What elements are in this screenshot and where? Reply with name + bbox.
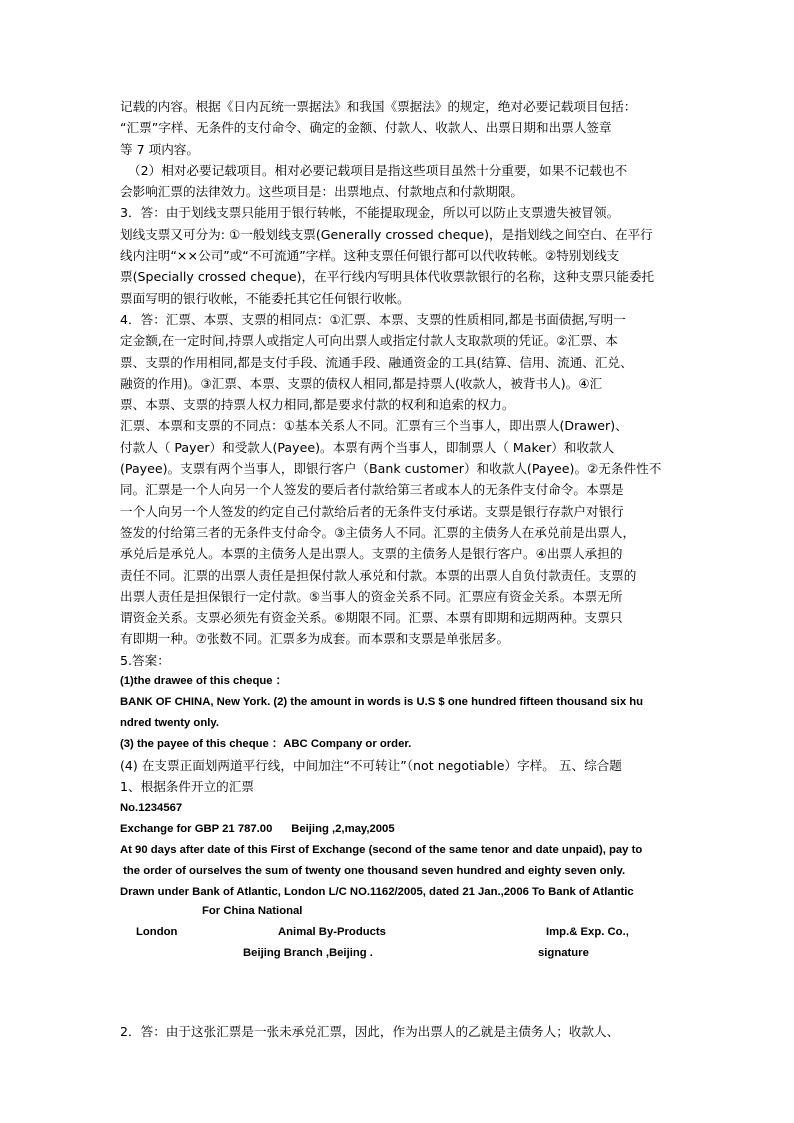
text-line: 汇票、本票和支票的不同点：①基本关系人不同。汇票有三个当事人，即出票人(Drawer)、 — [120, 418, 628, 434]
text-line: 签发的付给第三者的无条件支付命令。③主债务人不同。汇票的主债务人在承兑前是出票人， — [120, 524, 636, 540]
text-line: “汇票”字样、无条件的支付命令、确定的金额、付款人、收款人、出票日期和出票人签章 — [120, 120, 612, 136]
text-line: 1、根据条件开立的汇票 — [120, 779, 254, 795]
drawee-city: London — [136, 925, 178, 938]
text-line: 会影响汇票的法律效力。这些项目是：出票地点、付款地点和付款期限。 — [120, 184, 523, 200]
text-line: 3．答：由于划线支票只能用于银行转帐，不能提取现金，所以可以防止支票遗失被冒领。 — [120, 205, 620, 221]
text-line: 同。汇票是一个人向另一个人签发的要后者付款给第三者或本人的无条件支付命令。本票是 — [120, 482, 624, 498]
text-line: 有即期一种。⑦张数不同。汇票多为成套。而本票和支票是单张居多。 — [120, 631, 510, 647]
text-line: 等 7 项内容。 — [120, 141, 199, 157]
text-line: 一个人向另一个人签发的约定自己付款给后者的无条件支付承诺。支票是银行存款户对银行 — [120, 503, 624, 519]
text-line: 承兑后是承兑人。本票的主债务人是出票人。支票的主债务人是银行客户。④出票人承担的 — [120, 546, 623, 562]
drawer-name-line-2: Animal By-Products — [278, 925, 386, 938]
drawer-name-line-1: For China National — [202, 904, 303, 917]
drawer-branch: Beijing Branch ,Beijing . — [243, 946, 373, 959]
text-line: 票、本票、支票的持票人权力相同,都是要求付款的权利和追索的权力。 — [120, 397, 515, 413]
text-line: (3) the payee of this cheque ：ABC Company or order. — [120, 738, 412, 751]
text-line: Exchange for GBP 21 787.00 Beijing ,2,may,2005 — [120, 822, 395, 835]
blank-space — [120, 967, 676, 1021]
text-line: the order of ourselves the sum of twenty one thousand seven hundred and eighty seven only. — [120, 864, 626, 877]
text-line: （2）相对必要记载项目。相对必要记载项目是指这些项目虽然十分重要，如果不记载也不 — [128, 162, 628, 178]
text-line: 谓资金关系。支票必须先有资金关系。⑥期限不同。汇票、本票有即期和远期两种。支票只 — [120, 610, 623, 626]
text-line: 记载的内容。根据《日内瓦统一票据法》和我国《票据法》的规定，绝对必要记载项目包括： — [120, 99, 637, 114]
text-line: 融资的作用)。③汇票、本票、支票的债权人相同,都是持票人(收款人，被背书人)。④汇 — [120, 375, 603, 391]
text-line: 责任不同。汇票的出票人责任是担保付款人承兑和付款。本票的出票人自负付款责任。支票的 — [120, 567, 637, 583]
text-line: BANK OF CHINA, New York. (2) the amount in words is U.S $ one hundred fifteen thousand six hu — [120, 696, 644, 709]
text-line: 5.答案： — [120, 652, 170, 668]
text-line: 2．答：由于这张汇票是一张未承兑汇票，因此，作为出票人的乙就是主债务人；收款人、 — [120, 1023, 620, 1039]
text-line: No.1234567 — [120, 801, 183, 814]
drawer-name-line-3: Imp.& Exp. Co., — [546, 925, 629, 938]
text-line: 票、支票的作用相同,都是支付手段、流通手段、融通资金的工具(结算、信用、流通、汇兑、 — [120, 354, 633, 370]
text-line: 票(Specially crossed cheque)，在平行线内写明具体代收票款银行的名称，这种支票只能委托 — [120, 269, 655, 285]
text-line: (Payee)。支票有两个当事人，即银行客户（Bank customer）和收款人(Payee)。②无条件性不 — [120, 461, 662, 477]
text-line: At 90 days after date of this First of Exchange (second of the same tenor and date unpaid), pay to — [120, 843, 643, 856]
text-line: ndred twenty only. — [120, 717, 219, 730]
text-line: (4) 在支票正面划两道平行线，中间加注“不可转让”（not negotiable）字样。 五、综合题 — [120, 758, 622, 774]
text-line: 出票人责任是担保银行一定付款。⑤当事人的资金关系不同。汇票应有资金关系。本票无所 — [120, 588, 623, 604]
signature-label: signature — [538, 946, 589, 959]
text-line: 4．答：汇票、本票、支票的相同点：①汇票、本票、支票的性质相同,都是书面债据,写明一 — [120, 311, 626, 327]
text-line: 定金额,在一定时间,持票人或指定人可向出票人或指定付款人支取款项的凭证。②汇票、本 — [120, 333, 618, 349]
text-line: (1)the drawee of this cheque ： — [120, 675, 287, 688]
text-line: 付款人（ Payer）和受款人(Payee)。本票有两个当事人，即制票人（ Maker）和收款人 — [120, 439, 615, 455]
text-line: 划线支票又可分为: ①一般划线支票(Generally crossed cheque)，是指划线之间空白、在平行 — [120, 226, 653, 242]
document-body — [120, 96, 676, 1042]
text-line: Drawn under Bank of Atlantic, London L/C NO.1162/2005, dated 21 Jan.,2006 To Bank of Atlantic — [120, 885, 634, 898]
text-line: 线内注明“××公司”或“不可流通”字样。这种支票任何银行都可以代收转帐。②特别划线支 — [120, 248, 620, 264]
bill-of-exchange-signature-block — [120, 903, 676, 967]
text-line: 票面写明的银行收帐，不能委托其它任何银行收帐。 — [120, 290, 410, 306]
